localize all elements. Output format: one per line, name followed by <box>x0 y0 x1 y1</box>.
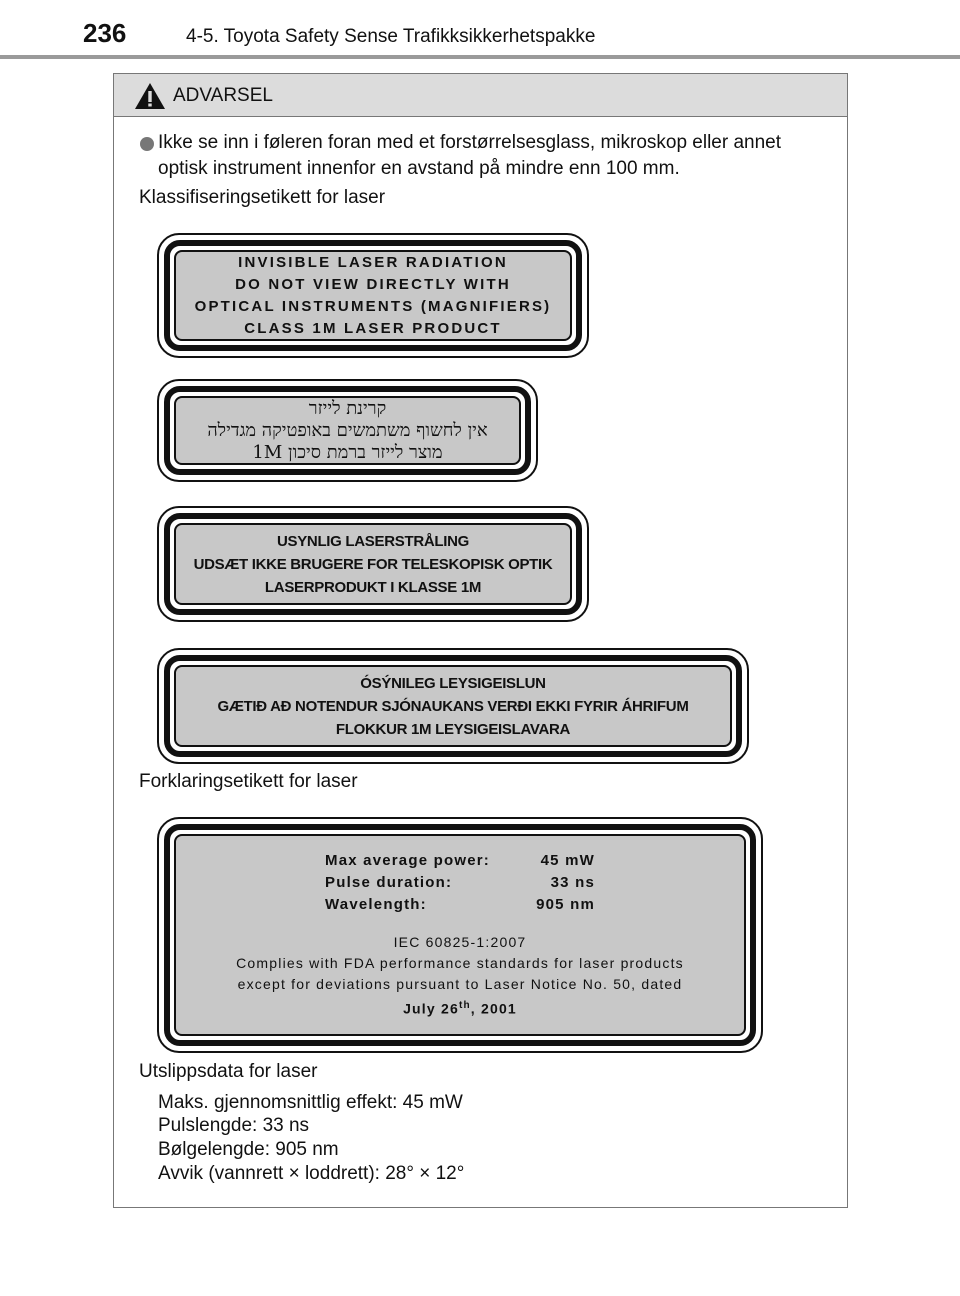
header-rule <box>0 55 960 59</box>
compliance-line-2: except for deviations pursuant to Laser Notice No. 50, dated <box>237 976 683 992</box>
label-line: GÆTIÐ AÐ NOTENDUR SJÓNAUKANS VERÐI EKKI FYRIR ÁHRIFUM <box>217 697 689 715</box>
spec-name: Pulse duration: <box>325 874 453 891</box>
spec-value: 45 mW <box>540 852 595 869</box>
emission-line: Maks. gjennomsnittlig effekt: 45 mW <box>158 1092 463 1113</box>
label-line: מוצר לייזר ברמת סיכון 1M <box>252 441 443 463</box>
spec-name: Wavelength: <box>325 896 427 913</box>
compliance-date: July 26th, 2001 <box>403 1000 517 1017</box>
page-number: 236 <box>83 18 127 48</box>
classification-label-english <box>157 233 589 358</box>
warning-text-line-1: Ikke se inn i føleren foran med et forstørrelsesglass, mikroskop eller annet <box>158 132 782 153</box>
classification-heading: Klassifiseringsetikett for laser <box>139 187 386 208</box>
standard-text: IEC 60825-1:2007 <box>393 934 527 950</box>
spec-value: 905 nm <box>536 896 595 913</box>
label-line: DO NOT VIEW DIRECTLY WITH <box>235 275 511 293</box>
spec-value: 33 ns <box>550 874 595 891</box>
label-line: LASERPRODUKT I KLASSE 1M <box>264 578 482 596</box>
label-line: OPTICAL INSTRUMENTS (MAGNIFIERS) <box>194 297 552 315</box>
explanatory-label <box>157 817 763 1053</box>
warning-header <box>114 74 847 117</box>
label-line: FLOKKUR 1M LEYSIGEISLAVARA <box>335 720 571 738</box>
emission-line: Pulslengde: 33 ns <box>158 1115 310 1136</box>
label-line: INVISIBLE LASER RADIATION <box>238 253 508 271</box>
spec-name: Max average power: <box>325 852 490 869</box>
warning-triangle-icon <box>134 82 166 110</box>
explanation-heading: Forklaringsetikett for laser <box>139 771 358 792</box>
emission-line: Bølgelengde: 905 nm <box>158 1139 339 1160</box>
label-line: UDSÆT IKKE BRUGERE FOR TELESKOPISK OPTIK <box>193 555 553 573</box>
classification-label-icelandic <box>157 648 749 764</box>
bullet-icon <box>140 137 154 151</box>
emission-heading: Utslippsdata for laser <box>139 1061 318 1082</box>
compliance-line-1: Complies with FDA performance standards for laser products <box>236 955 684 971</box>
label-line: ÓSÝNILEG LEYSIGEISLUN <box>360 674 546 692</box>
warning-text-line-2: optisk instrument innenfor en avstand på mindre enn 100 mm. <box>158 158 680 179</box>
label-line: USYNLIG LASERSTRÅLING <box>276 532 470 550</box>
emission-line: Avvik (vannrett × loddrett): 28° × 12° <box>158 1163 465 1184</box>
warning-title: ADVARSEL <box>173 85 273 106</box>
label-line: אין לחשוף משתמשים באופטיקה מגדילה <box>207 419 488 441</box>
label-line: קרינת לייזר <box>308 397 387 419</box>
section-title: 4-5. Toyota Safety Sense Trafikksikkerhetspakke <box>186 26 596 47</box>
spec-table <box>325 850 595 916</box>
classification-label-danish <box>157 506 589 622</box>
classification-label-hebrew <box>157 379 538 482</box>
label-line: CLASS 1M LASER PRODUCT <box>244 319 502 337</box>
page-header <box>0 0 960 60</box>
